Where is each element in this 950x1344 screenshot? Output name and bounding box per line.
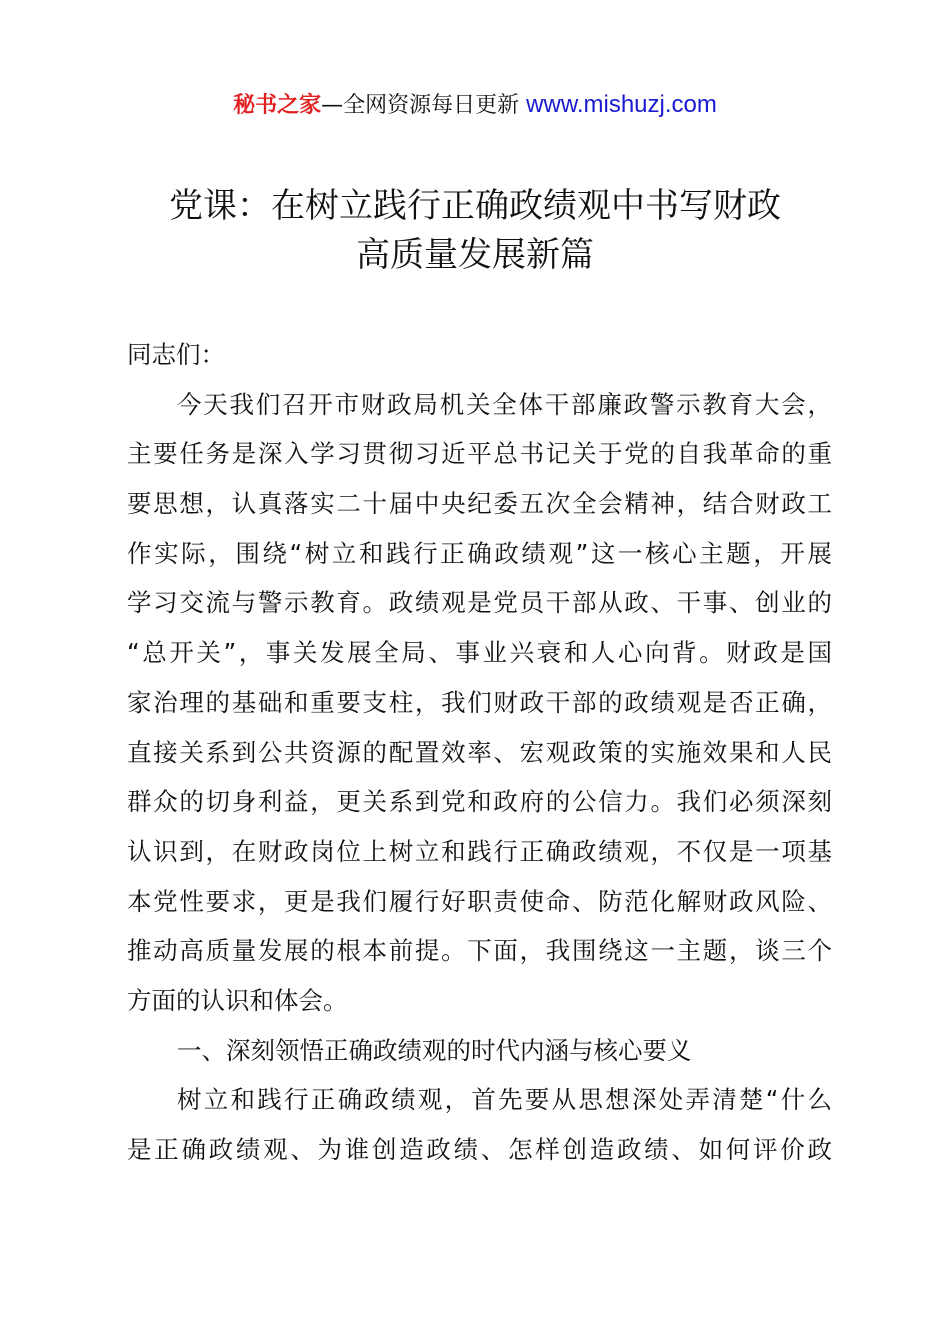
text-line: 方面的认识和体会。 [127,985,348,1015]
text-line: 作实际，围绕“树立和践行正确政绩观”这一核心主题，开展 [127,538,832,568]
site-header [0,88,950,123]
text-line: 学习交流与警示教育。政绩观是党员干部从政、干事、创业的 [127,588,832,618]
text-line: 要思想，认真落实二十届中央纪委五次全会精神，结合财政工 [127,489,832,519]
text-line: 推动高质量发展的根本前提。下面，我围绕这一主题，谈三个 [127,936,832,966]
paragraph-intro [127,380,832,1026]
section-heading: 一、深刻领悟正确政绩观的时代内涵与核心要义 [177,1035,692,1065]
text-line: 今天我们召开市财政局机关全体干部廉政警示教育大会， [177,389,832,419]
text-line: 是正确政绩观、为谁创造政绩、怎样创造政绩、如何评价政 [127,1135,832,1164]
text-line: 主要任务是深入学习贯彻习近平总书记关于党的自我革命的重 [127,439,832,469]
title-line: 党课：在树立践行正确政绩观中书写财政 [169,186,781,226]
text-line: 群众的切身利益，更关系到党和政府的公信力。我们必须深刻 [127,787,832,817]
text-line: 树立和践行正确政绩观，首先要从思想深处弄清楚“什么 [177,1085,832,1115]
text-line: “总开关”，事关发展全局、事业兴衰和人心向背。财政是国 [127,638,832,668]
document-body [127,330,832,1175]
document-title [0,182,950,280]
text-line: 认识到，在财政岗位上树立和践行正确政绩观，不仅是一项基 [127,836,832,866]
text-line: 家治理的基础和重要支柱，我们财政干部的政绩观是否正确， [127,687,832,717]
site-url-link[interactable]: www.mishuzj.com [526,91,717,118]
salutation: 同志们： [127,340,225,369]
header-tagline: —全网资源每日更新 [321,93,527,118]
title-line: 高质量发展新篇 [356,235,594,275]
text-line: 本党性要求，更是我们履行好职责使命、防范化解财政风险、 [127,886,832,916]
text-line: 直接关系到公共资源的配置效率、宏观政策的实施效果和人民 [127,737,832,767]
brand-name: 秘书之家 [233,93,322,118]
paragraph-section1 [127,1075,832,1174]
